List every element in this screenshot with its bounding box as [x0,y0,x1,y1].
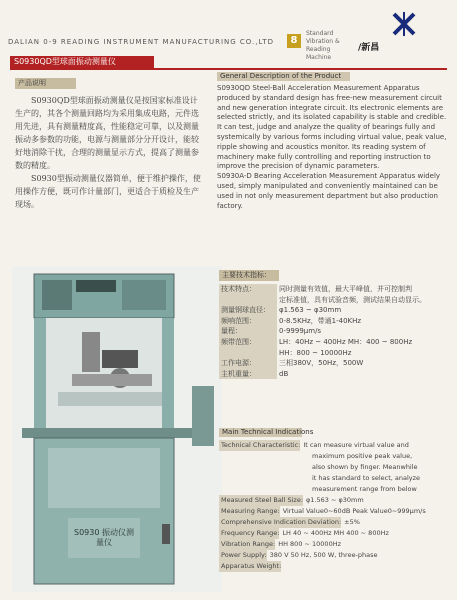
specs-heading: 主要技术指标： [219,270,279,281]
main-tech-row [219,506,447,517]
main-tech-value: measurement range from below [312,485,417,493]
english-paragraph: S0930A-D Bearing Acceleration Measurement Apparatus widely used, simply manipulated and conveniently maintained can be used in not only measurement department but also production factory. [217,172,441,210]
english-heading: General Description of the Product [217,72,350,81]
spec-key: 工作电源： [219,358,277,369]
main-tech-row [219,451,447,462]
main-tech-row [219,484,447,495]
spec-value: dB [279,369,289,378]
spec-value: 定标准值，具有试验音频，测试结果自动显示。 [279,295,426,304]
title-rule [10,68,447,70]
intro-text [15,94,205,211]
company-name: DALIAN 0-9 READING INSTRUMENT MANUFACTURING CO.,LTD [8,38,275,46]
main-tech-key: Measuring Range: [221,507,280,515]
main-tech-row [219,440,447,451]
specs-table [219,284,447,379]
main-tech-row [219,462,447,473]
main-tech-value [284,561,447,572]
main-tech-row [219,495,447,506]
main-tech-key [219,473,309,484]
main-tech-key: Power Supply: [221,551,267,559]
main-tech-key [219,462,309,473]
main-tech-key: Comprehensive Indication Deviation: [221,518,342,526]
logo-icon [392,12,416,36]
main-tech-value: maximum positive peak value, [312,452,413,460]
page-number: 8 [287,34,301,48]
main-tech-row [219,550,447,561]
main-tech-heading: Main Technical Indications [219,428,302,437]
main-tech-value: LH 40 ~ 400Hz MH 400 ~ 800Hz [282,529,389,537]
spec-key: 频带范围： [219,337,277,348]
main-tech-key [219,451,309,462]
spec-row [219,337,447,348]
english-paragraph: S0930QD Steel-Ball Acceleration Measurement Apparatus produced by standard design has free-new measurement circuit and new generation integrate circuit. Its electronic elements are selected strictly, and its isolated capability is stable and credible. It can test, judge and analyze the quality of bearings fully and systemically by various forms including virtual value, peak value, ripple showing and acoustics monitor. Its reading system of machinery make fully controlling and reporting instruction to improve the precision of dynamic parameters. [217,84,447,171]
main-tech-value: also shown by finger. Meanwhile [312,463,418,471]
main-tech-value: ±5% [344,518,360,526]
spec-row [219,284,447,295]
intro-paragraph: S0930QD型球面振动测量仪是按国家标准设计生产的，其各个测量回路均为采用集成电路，元件选用先进，具有测量精度高，性能稳定可靠，以及测量振动多参数的功能，电源与测量部分分开设计，能较好地消除干扰，合理的测量显示方式，提高了测量参数的精度。 [15,96,199,170]
main-tech-value: It can measure virtual value and [303,441,409,449]
logo-text: /新昌 [358,43,380,53]
spec-row [219,305,447,316]
spec-row [219,358,447,369]
main-tech-value: HH 800 ~ 10000Hz [278,540,342,548]
spec-key: 技术特点： [219,284,277,295]
product-title: S0930QD型球面振动测量仪 [10,56,154,68]
company-logo [356,12,416,52]
spec-key: 主机重量： [219,369,277,380]
main-tech-key: Technical Characteristic: [221,441,301,449]
spec-key: 测量钢球直径： [219,305,277,316]
main-tech-row [219,539,447,550]
main-tech-row [219,561,447,572]
main-tech-value: φ1.563 ~ φ30mm [306,496,364,504]
main-tech-value: it has standard to select, analyze [312,474,421,482]
spec-row [219,348,447,359]
spec-row [219,316,447,327]
spec-value: φ1.563 ~ φ30mm [279,306,342,315]
product-photo [12,266,222,592]
main-tech-key: Measured Steel Ball Size: [221,496,304,504]
main-tech-key: Frequency Range: [221,529,280,537]
main-tech-row [219,473,447,484]
spec-value: HH：800 ~ 10000Hz [279,348,352,357]
main-tech-key: Apparatus Weight: [221,562,282,570]
main-tech-key [219,484,309,495]
spec-value: 三相380V，50Hz，500W [279,359,364,368]
spec-value: LH：40Hz ~ 400Hz MH：400 ~ 800Hz [279,337,413,346]
main-tech-key: Vibration Range: [221,540,276,548]
main-tech-row [219,517,447,528]
intro-paragraph: S0930型振动测量仪器简单，便于维护操作，使用操作方便，既可作计量部门，更适合于质检及生产现场。 [15,174,201,209]
spec-key [219,295,277,306]
spec-value: 0-8.5KHz，带通1-40KHz [279,316,362,325]
spec-key [219,348,277,359]
english-text [217,84,449,211]
spec-row [219,369,447,380]
spec-key: 量程： [219,326,277,337]
main-tech-table [219,440,447,572]
spec-value: 同时测量有效值，最大平峰值，并可控制判 [279,285,412,293]
main-tech-value: Virtual Value0~60dB Peak Value0~999µm/s [282,507,426,515]
page-section-label: Standard Vibration & Reading Machine [306,30,340,61]
spec-row [219,295,447,306]
spec-value: 0-9999µm/s [279,327,322,336]
machine-label: S0930 振动仪测量仪 [74,528,134,547]
intro-heading: 产品说明 [15,78,76,89]
main-tech-value: 380 V 50 Hz, 500 W, three-phase [269,551,378,559]
spec-row [219,326,447,337]
spec-key: 频响范围： [219,316,277,327]
main-tech-row [219,528,447,539]
